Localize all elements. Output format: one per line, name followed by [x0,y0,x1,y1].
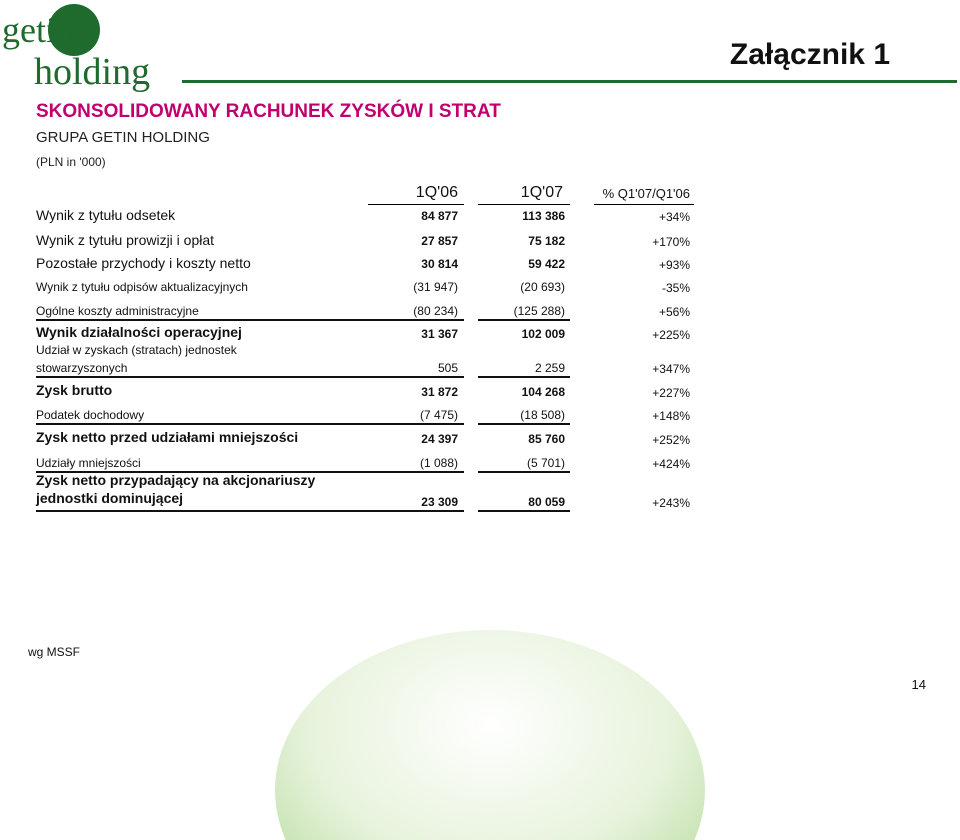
column-header-underline [478,204,570,205]
row-underline [36,423,464,425]
row-value-1q07: 102 009 [521,327,565,341]
row-value-1q07: 113 386 [522,209,565,223]
row-label: Wynik z tytułu odsetek [36,207,176,223]
row-value-1q07: (125 288) [513,304,565,318]
row-underline [478,319,570,321]
row-value-change: +227% [652,386,690,400]
row-value-1q06: (31 947) [413,280,458,294]
row-value-1q07: (18 508) [520,408,565,422]
row-underline [36,376,464,378]
report-title: SKONSOLIDOWANY RACHUNEK ZYSKÓW I STRAT [36,101,501,122]
row-value-change: +424% [652,457,690,471]
row-value-1q06: 23 309 [421,495,458,509]
row-label: Udziały mniejszości [36,456,141,470]
row-value-1q06: 31 872 [421,385,458,399]
svg-text:holding: holding [34,51,151,92]
row-label: Ogólne koszty administracyjne [36,304,199,318]
row-label: Podatek dochodowy [36,408,145,422]
row-value-1q06: (80 234) [413,304,458,318]
row-value-change: +148% [652,409,690,423]
header-divider [182,80,957,83]
row-value-change: +93% [658,258,690,272]
row-value-1q06: 84 877 [421,209,458,223]
row-value-1q07: 85 760 [528,432,565,446]
column-header-underline [368,204,464,205]
row-value-1q07: 104 268 [521,385,565,399]
row-value-1q06: 27 857 [421,234,458,248]
row-value-1q06: 31 367 [421,327,458,341]
row-value-change: +243% [652,496,690,510]
row-value-1q07: 2 259 [534,361,565,375]
decorative-background-shape [265,620,715,840]
unit-note: (PLN in '000) [36,155,106,169]
row-underline [478,376,570,378]
row-value-change: +252% [652,433,690,447]
svg-text:getin: getin [2,10,74,50]
row-underline [36,510,464,512]
row-value-1q06: (1 088) [419,456,458,470]
annex-label: Załącznik 1 [729,38,890,71]
row-underline [478,471,570,473]
row-label: Wynik z tytułu odpisów aktualizacyjnych [36,280,248,294]
row-value-change: +225% [652,328,690,342]
row-label: Zysk netto przed udziałami mniejszości [36,429,299,445]
row-value-1q06: 505 [437,361,458,375]
row-label: Wynik z tytułu prowizji i opłat [36,232,215,248]
row-value-change: -35% [661,281,690,295]
row-label-continuation: jednostki dominującej [36,490,184,506]
row-value-1q06: (7 475) [419,408,458,422]
row-value-1q07: 80 059 [528,495,565,509]
row-label: Pozostałe przychody i koszty netto [36,255,251,271]
row-label: Udział w zyskach (stratach) jednostek [36,343,237,357]
row-value-change: +170% [652,235,690,249]
getin-holding-logo [0,0,180,92]
column-header-change: % Q1'07/Q1'06 [602,186,690,201]
row-value-1q07: 59 422 [528,257,565,271]
column-header-1q07: 1Q'07 [520,184,563,201]
row-value-1q06: 24 397 [421,432,458,446]
row-underline [478,510,570,512]
row-label: Zysk brutto [36,382,113,398]
row-value-1q07: (5 701) [526,456,565,470]
page-number: 14 [911,677,926,692]
row-value-change: +56% [658,305,690,319]
report-subtitle: GRUPA GETIN HOLDING [36,129,210,146]
row-underline [36,319,464,321]
row-value-change: +34% [658,210,690,224]
row-label: Zysk netto przypadający na akcjonariuszy [36,472,316,488]
row-label-continuation: stowarzyszonych [36,361,128,375]
column-header-underline [594,204,694,205]
footer-note: wg MSSF [28,645,81,659]
row-value-change: +347% [652,362,690,376]
row-value-1q07: (20 693) [520,280,565,294]
row-value-1q06: 30 814 [421,257,458,271]
column-header-1q06: 1Q'06 [415,184,458,201]
row-label: Wynik działalności operacyjnej [36,324,242,340]
row-value-1q07: 75 182 [528,234,565,248]
row-underline [478,423,570,425]
